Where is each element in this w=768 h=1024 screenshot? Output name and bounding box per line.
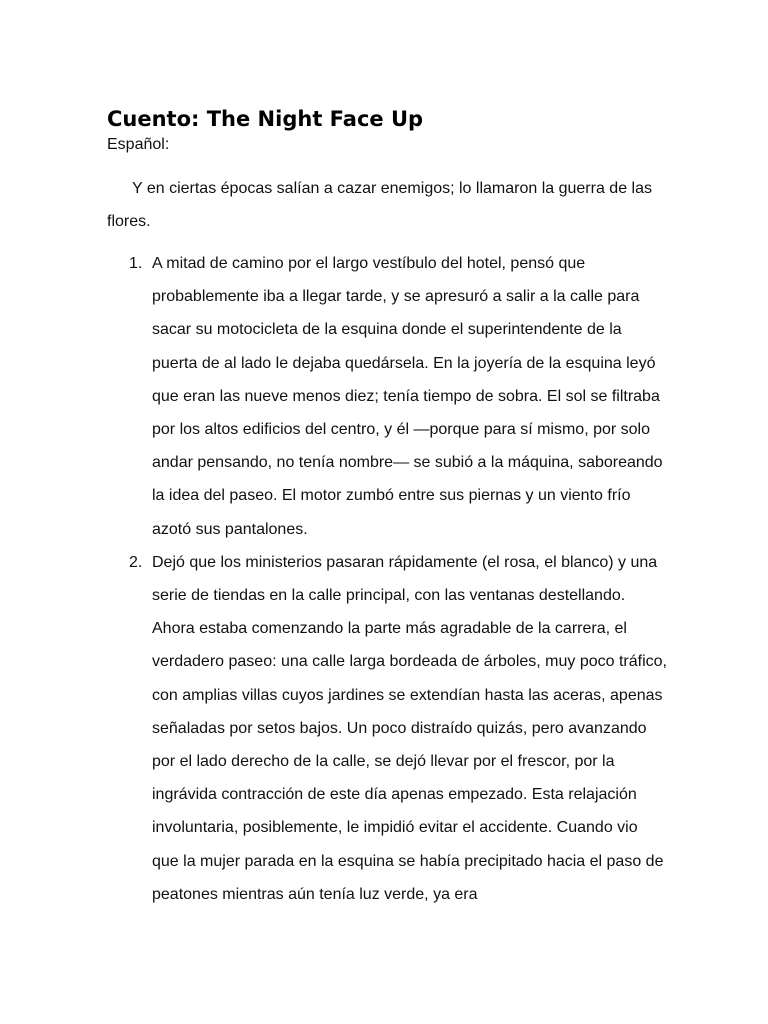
list-item-text: Dejó que los ministerios pasaran rápidamente (el rosa, el blanco) y una serie de tiendas en la calle principal, con las ventanas destellando. Ahora estaba comenzando la parte más agradable de la carrera, el verdadero paseo: una calle larga bordeada de árboles, muy poco tráfico, con amplias villas cuyos jardines se extendían hasta las aceras, apenas señaladas por setos bajos. Un poco distraído quizás, pero avanzando por el lado derecho de la calle, se dejó llevar por el frescor, por la ingrávida contracción de este día apenas empezado. Esta relajación involuntaria, posiblemente, le impidió evitar el accidente. Cuando vio que la mujer parada en la esquina se había precipitado hacia el paso de peatones mientras aún tenía luz verde, ya era (152, 553, 667, 903)
list-item-number: 1. (129, 255, 143, 272)
language-label: Español: (107, 136, 170, 153)
list-item-number: 2. (129, 553, 143, 571)
story-list (107, 247, 667, 911)
list-item (107, 546, 667, 911)
intro-paragraph: Y en ciertas épocas salían a cazar enemigos; lo llamaron la guerra de las flores. (107, 180, 652, 231)
list-item (107, 247, 667, 546)
list-item-text: A mitad de camino por el largo vestíbulo del hotel, pensó que probablemente iba a llegar tarde, y se apresuró a salir a la calle para sacar su motocicleta de la esquina donde el superintendente de la puerta de al lado le dejaba quedársela. En la joyería de la esquina leyó que eran las nueve menos diez; tenía tiempo de sobra. El sol se filtraba por los altos edificios del centro, y él —porque para sí mismo, por solo andar pensando, no tenía nombre— se subió a la máquina, saboreando la idea del paseo. El motor zumbó entre sus piernas y un viento frío azotó sus pantalones. (152, 255, 663, 538)
document-title: Cuento: The Night Face Up (107, 107, 424, 131)
